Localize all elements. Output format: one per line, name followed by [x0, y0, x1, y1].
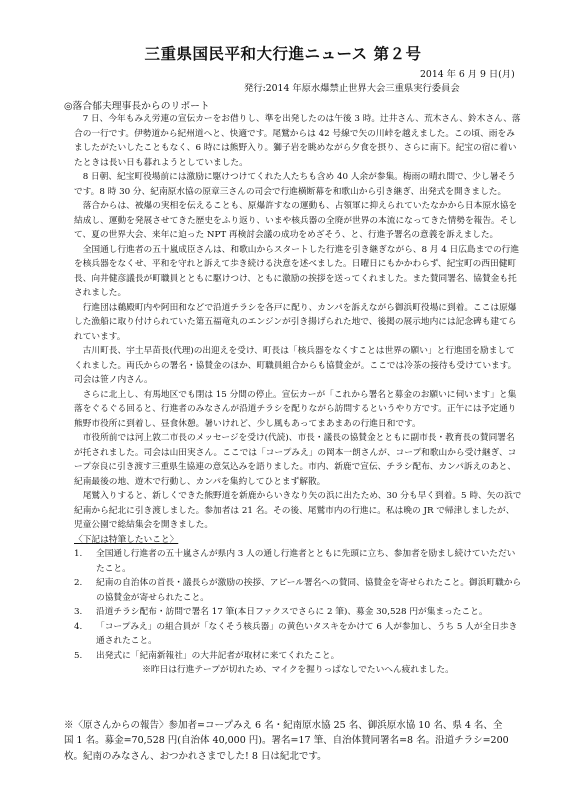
- list-item: [74, 547, 522, 576]
- issuer-line: 発行:2014 年原水爆禁止世界大会三重県実行委員会: [244, 83, 460, 94]
- report-section-heading: ◎落合郁夫理事長からのリポート: [64, 101, 210, 112]
- paragraph-3: 落合からは、被爆の実相を伝えることも、原爆許すなの運動も、占領軍に抑えられていたなかから日本原水協を結成し、運動を発展させてきた歴史をふり返り、いまや核兵器の全廃が世界の本流になってきた情勢を報告。そして、夏の世界大会、来年に迫った NPT 再検討会議の成功をめざそう、と、行進予署名の意義を訴えました。: [74, 201, 518, 240]
- list-number: 3.: [74, 607, 83, 617]
- paragraph-8: 市役所前では河上敦二市長のメッセージを受け(代読)、市長・議長の協賛金とともに副市長・教育長の賛同署名が托されました。司会は山田実さん。ここでは「コープみえ」の岡本一朗さんが、コープ和歌山から受け継ぎ、コープ奈良に引き渡す三重県生協連の意気込みを語りました。市内、新鹿で宣伝、チラシ配布、カンパ訴えのあと、紀南最後の地、遊木で行動し、カンパを集約してひとまず解散。: [74, 433, 517, 487]
- paragraph-4: 全国通し行進者の五十嵐成臣さんは、和歌山からスタートした行進を引き継ぎながら、8 月 4 日広島までの行進を核兵器をなくせ、平和を守れと訴えて歩き続ける決意を述べました。日曜日にもかかわらず、紀宝町の西田健町長、向井健彦議長が町職員とともに駆けつけ、ともに激励の挨拶を送ってくれました。また賛同署名、協賛金も托されました。: [74, 244, 520, 298]
- notes-list: [74, 547, 522, 663]
- issue-date: 2014 年 6 月 9 日(月): [420, 69, 515, 80]
- list-number: 1.: [74, 549, 83, 559]
- newsletter-title: 三重県国民平和大行進ニュース 第２号: [144, 45, 422, 63]
- list-item: [74, 620, 522, 649]
- paragraph-1: 7 日、今年もみえ労連の宣伝カーをお借りし、準を出発したのは午後 3 時。辻井さん、荒木さん、鈴木さん、落合の一行です。伊勢道から紀州道へと、快適です。尾鷲からは 42 号線で矢の川峠を越えました。この頃、雨をみましたがたいしたこともなく、6 時には熊野入り。獅子岩を眺めながら夕食を摂り、さらに南下。紀宝の宿に着いたときは長い日も暮れようとしていました。: [74, 114, 521, 168]
- paragraph-5: 行進団は鵜殿町内や阿田和などで沿道チラシを各戸に配り、カンパを訴えながら御浜町役場に到着。ここは原爆した漁船に取り付けられていた第五福竜丸のエンジンが引き揚げられた地で、後掲の展示地内には記念碑も建てられています。: [74, 302, 517, 342]
- list-text: 全国通し行進者の五十嵐さんが県内 3 人の通し行進者とともに先頭に立ち、参加者を励まし続けていただいたこと。: [96, 549, 516, 574]
- summary-line: ※〈原さんからの報告〉参加者=コープみえ 6 名・紀南原水協 25 名、御浜原水協 10 名、県 4 名、全: [64, 720, 503, 731]
- list-number: 5.: [74, 650, 83, 661]
- list-number: 2.: [74, 578, 83, 588]
- list-number: 4.: [74, 621, 83, 632]
- list-text: 紀南の自治体の首長・議長らが激励の挨拶、アピール署名への賛同、協賛金を寄せられたこと。御浜町職からの協賛金が寄せられたこと。: [96, 578, 522, 603]
- summary-report: [64, 718, 530, 764]
- list-item: [74, 649, 522, 664]
- notes-heading: 〈下記は特筆したいこと〉: [74, 534, 179, 545]
- list-text: 「コープみえ」の組合員が「なくそう核兵器」の黄色いタスキをかけて 6 人が参加し、うち 5 人が全日歩き通されたこと。: [96, 621, 518, 646]
- paragraph-9: 尾鷲入りすると、新しくできた熊野道を新鹿からいきなり矢の浜に出たため、30 分も早く到着。5 時、矢の浜で紀南から紀北に引き渡しました。参加者は 21 名。その後、尾鷲市内の行進に。私は晩の JR で帰津しましたが、児童公園で総結集会を開きました。: [74, 491, 522, 530]
- paragraph-2: 8 日朝、紀宝町役場前には激励に駆けつけてくれた人たちも含め 40 人余が参集。梅雨の晴れ間で、少し暑そうです。8 時 30 分、紀南原水協の原章三さんの司会で行進横断幕を和歌山から引き継ぎ、出発式を開きました。: [74, 172, 516, 197]
- paragraph-7: さらに北上し、有馬地区でも閉は 15 分間の停止。宣伝カーが「これから署名と募金のお願いに伺います」と集落をぐるぐる回ると、行進者のみなさんが沿道チラシを配りながら訪問するというやり方です。正午には予定通り熊野市役所に到着し、昼食休憩。暑いけれど、少し風もあってまあまあの行進日和です。: [74, 389, 517, 429]
- note-extra: ※昨日は行進テープが切れため、マイクを握りっぱなしでたいへん疲れました。: [142, 665, 454, 675]
- list-text: 沿道チラシ配布・訪問で署名 17 筆(本日ファクスでさらに 2 筆)、募金 30,528 円が集まったこと。: [96, 607, 488, 617]
- report-body: [74, 112, 522, 678]
- paragraph-6: 古川町長、宇土早苗長(代理)の出迎えを受け、町長は「核兵器をなくすことは世界の願い」と行進団を励ましてくれました。両氏からの署名・協賛金のほか、町職員組合からも協賛金が。ここでは冷茶の接待も受けています。司会は笹ノ内さん。: [74, 346, 517, 385]
- list-item: [74, 605, 522, 620]
- summary-line: 国 1 名。募金=70,528 円(自治体 40,000 円)。署名=17 筆、自治体賛同署名=8 名。沿道チラシ=200: [64, 735, 509, 747]
- list-item: [74, 576, 522, 605]
- list-text: 出発式に「紀南新報社」の大井記者が取材に来てくれたこと。: [96, 650, 340, 661]
- summary-line: 枚。紀南のみなさん、おつかれさまでした! 8 日は紀北です。: [64, 750, 327, 762]
